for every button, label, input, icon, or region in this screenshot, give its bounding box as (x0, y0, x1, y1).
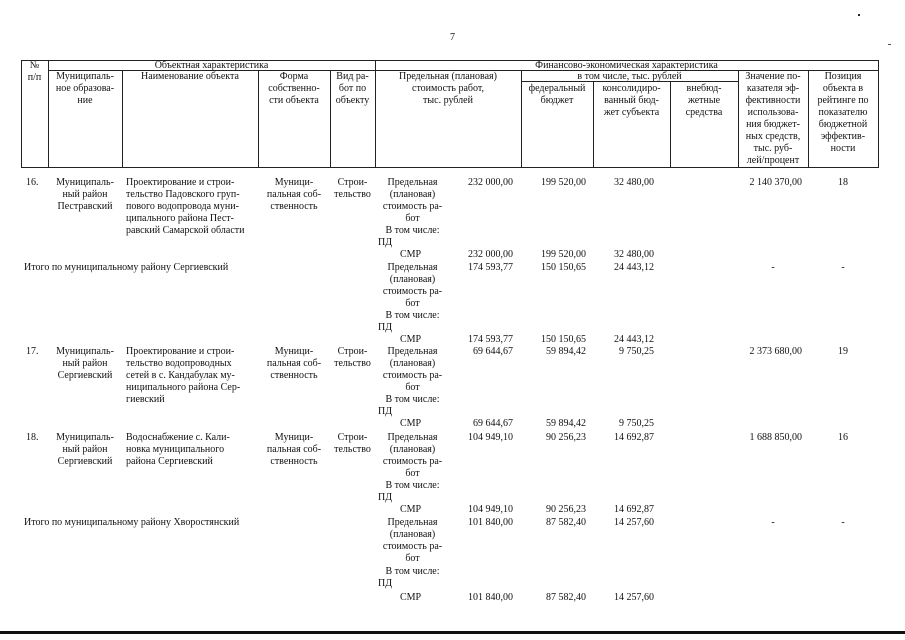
efficiency: 2 373 680,00 (749, 346, 802, 357)
consolidated: 24 443,12 (614, 262, 654, 273)
smr-federal: 150 150,65 (541, 334, 586, 345)
smr-consolidated: 24 443,12 (614, 334, 654, 345)
smr-consolidated: 14 692,87 (614, 504, 654, 515)
row-municipality: Муниципаль- ный район Пестравский (56, 177, 114, 212)
header-object-char: Объектная характеристика (154, 60, 269, 71)
header-municipality: Муниципаль- ное образова- ние (55, 71, 115, 106)
consolidated: 32 480,00 (614, 177, 654, 188)
cost-label-smr: СМР (400, 592, 422, 603)
cost-label-pd: ПД (377, 578, 393, 589)
rating: 16 (838, 432, 848, 443)
smr-consolidated: 14 257,60 (614, 592, 654, 603)
row-ownership: Муници- пальная соб- ственность (266, 177, 322, 212)
federal: 90 256,23 (546, 432, 586, 443)
cost-label-pd: ПД (377, 492, 393, 503)
smr-consolidated: 9 750,25 (619, 418, 654, 429)
cost-label-smr: СМР (400, 418, 422, 429)
efficiency: - (771, 517, 775, 528)
header-efficiency: Значение по- казателя эф- фективности использова- ния бюджет- ных средств, тыс. руб- лей/процент (745, 71, 801, 166)
consolidated: 9 750,25 (619, 346, 654, 357)
smr-cost: 101 840,00 (468, 592, 513, 603)
cost-label-max: Предельная (плановая) стоимость ра- бот (382, 517, 443, 564)
row-municipality: Муниципаль- ный район Сергиевский (56, 432, 114, 467)
row-ownership: Муници- пальная соб- ственность (266, 346, 322, 381)
row-num: 17. (26, 346, 39, 357)
row-object-name: Проектирование и строи- тельство Падовского груп- пового водопровода муни- ципального района Пест- равский Самарской области (126, 177, 245, 236)
cost-label-max: Предельная (плановая) стоимость ра- бот (382, 346, 443, 393)
cost-label-pd: ПД (377, 322, 393, 333)
consolidated: 14 692,87 (614, 432, 654, 443)
federal: 199 520,00 (541, 177, 586, 188)
header-work-type: Вид ра- бот по объекту (335, 71, 370, 106)
header-ownership: Форма собственно- сти объекта (268, 71, 320, 106)
row-object-name: Проектирование и строи- тельство водопроводных сетей в с. Кандабулак му- ниципального района Сер- гиевский (126, 346, 241, 405)
efficiency: 2 140 370,00 (749, 177, 802, 188)
federal: 150 150,65 (541, 262, 586, 273)
smr-federal: 199 520,00 (541, 249, 586, 260)
header-including: в том числе, тыс. рублей (577, 71, 682, 82)
rating: - (841, 262, 845, 273)
federal: 59 894,42 (546, 346, 586, 357)
max-cost: 101 840,00 (468, 517, 513, 528)
smr-consolidated: 32 480,00 (614, 249, 654, 260)
page-number: 7 (450, 32, 455, 43)
row-work-type: Строи- тельство (334, 177, 371, 200)
smr-cost: 69 644,67 (473, 418, 513, 429)
cost-label-smr: СМР (400, 504, 422, 515)
total-label: Итого по муниципальному району Сергиевский (24, 262, 229, 273)
smr-federal: 90 256,23 (546, 504, 586, 515)
cost-label-max: Предельная (плановая) стоимость ра- бот (382, 177, 443, 224)
smr-cost: 174 593,77 (468, 334, 513, 345)
cost-label-including: В том числе: (385, 310, 440, 321)
efficiency: - (771, 262, 775, 273)
scan-dash (888, 44, 891, 45)
row-work-type: Строи- тельство (334, 432, 371, 455)
cost-label-including: В том числе: (385, 480, 440, 491)
cost-label-pd: ПД (377, 237, 393, 248)
header-rating: Позиция объекта в рейтинге по показателю бюджетной эффектив- ности (817, 71, 869, 154)
header-max-cost: Предельная (плановая) стоимость работ, тыс. рублей (399, 71, 497, 106)
smr-cost: 104 949,10 (468, 504, 513, 515)
row-object-name: Водоснабжение с. Кали- новка муниципального района Сергиевский (126, 432, 230, 467)
row-municipality: Муниципаль- ный район Сергиевский (56, 346, 114, 381)
cost-label-including: В том числе: (385, 394, 440, 405)
cost-label-smr: СМР (400, 334, 422, 345)
header-federal: федеральный бюджет (528, 83, 586, 106)
scan-bottom-edge (0, 631, 905, 634)
row-num: 18. (26, 432, 39, 443)
scan-dot (858, 14, 860, 16)
row-num: 16. (26, 177, 39, 188)
header-consolidated: консолидиро- ванный бюд- жет субъекта (602, 83, 661, 118)
cost-label-smr: СМР (400, 249, 422, 260)
max-cost: 232 000,00 (468, 177, 513, 188)
header-object-name: Наименование объекта (141, 71, 239, 82)
smr-federal: 87 582,40 (546, 592, 586, 603)
header-fin-char: Финансово-экономическая характеристика (535, 60, 718, 71)
cost-label-max: Предельная (плановая) стоимость ра- бот (382, 262, 443, 309)
max-cost: 69 644,67 (473, 346, 513, 357)
cost-label-max: Предельная (плановая) стоимость ра- бот (382, 432, 443, 479)
max-cost: 174 593,77 (468, 262, 513, 273)
cost-label-including: В том числе: (385, 566, 440, 577)
header-num: № п/п (27, 60, 42, 83)
cost-label-including: В том числе: (385, 225, 440, 236)
smr-federal: 59 894,42 (546, 418, 586, 429)
max-cost: 104 949,10 (468, 432, 513, 443)
total-label: Итого по муниципальному району Хворостянский (24, 517, 240, 528)
rating: 19 (838, 346, 848, 357)
consolidated: 14 257,60 (614, 517, 654, 528)
federal: 87 582,40 (546, 517, 586, 528)
rating: - (841, 517, 845, 528)
cost-label-pd: ПД (377, 406, 393, 417)
rating: 18 (838, 177, 848, 188)
row-ownership: Муници- пальная соб- ственность (266, 432, 322, 467)
header-extrabudget: внебюд- жетные средства (685, 83, 723, 118)
smr-cost: 232 000,00 (468, 249, 513, 260)
efficiency: 1 688 850,00 (749, 432, 802, 443)
row-work-type: Строи- тельство (334, 346, 371, 369)
